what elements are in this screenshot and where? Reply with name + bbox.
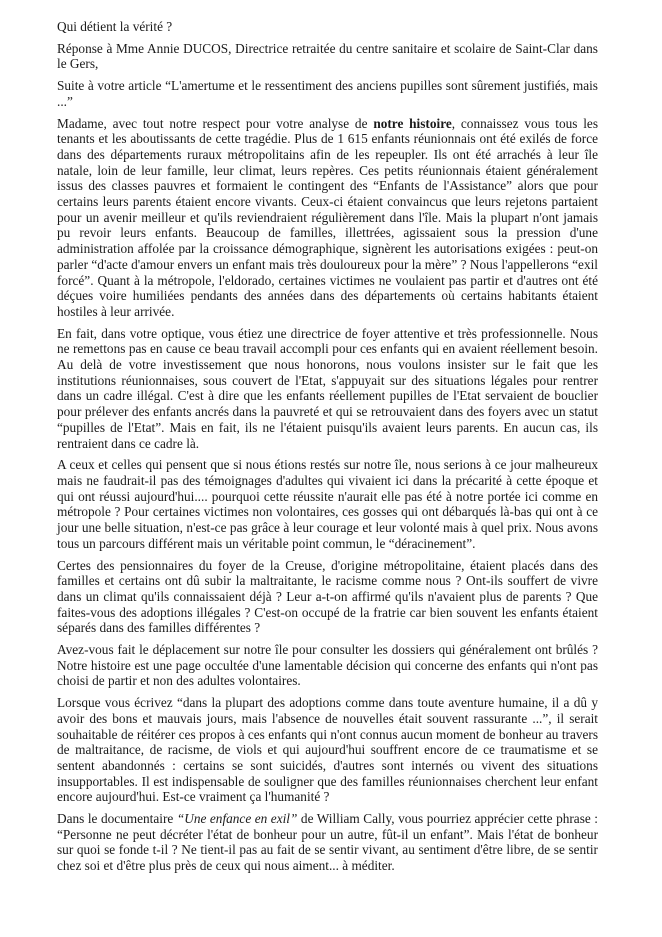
documentary-text-before-italic: Dans le documentaire: [57, 811, 177, 827]
letter-article-reference: Suite à votre article “L'amertume et le ressentiment des anciens pupilles sont sûrement justifiés, mais ...”: [57, 78, 598, 109]
history-text-before-bold: Madame, avec tout notre respect pour votre analyse de: [57, 115, 374, 131]
paragraph-when-you-write: Lorsque vous écrivez “dans la plupart des adoptions comme dans toute aventure humaine, il a dû y avoir des bons et mauvais jours, mais l'absence de nouvelles était souvent rassurante ...”, il serait souhaitable de réitérer ces propos à ces enfants qui n'ont connus aucun moment de bonheur au travers de maltraitance, de racisme, de viols et qui aujourd'hui souffrent encore de ce traumatisme et se sentent abandonnés : certains se sont suicidés, d'autres sont internés ou vivent des situations insupportables. Il est indispensable de souligner que des familles réunionnaises cherchent leur enfant encore aujourd'hui. Est-ce vraiment ça l'humanité ?: [57, 695, 598, 805]
bold-emphasis-notre-histoire: notre histoire: [373, 115, 452, 131]
history-text-after-bold: , connaissez vous tous les tenants et les aboutissants de cette tragédie. Plus de 1 615 enfants réunionnais ont été exilés de force dans des départements ruraux métropolitains afin de les repeupler. Ils ont été arrachés à leur île natale, loin de leur famille, leur climat, leurs repères. Ces petits réunionnais étaient généralement issus des classes pauvres et formaient le contingent des “Enfants de l'Assistance” alors que pour certains leurs parents étaient encore vivants. Ceux-ci étaient convaincus que leurs rejetons partaient pour un avenir meilleur et qu'ils reviendraient régulièrement dans l'île. Mais la plupart n'ont jamais pu revoir leurs enfants. Beaucoup de familles, illettrées, agissaient sous la pression d'une administration affolée par la croissance démographique, signèrent les autorisations exigées : peut-on parler “d'acte d'amour envers un enfant mais très douloureux pour la mère” ? Nous l'appellerons “exil forcé”. Quant à la métropole, l'eldorado, certaines victimes ne voulaient pas partir et d'autres ont été déçues voire humiliées pendants des années dans des départements où certains habitants étaient hostiles à leur arrivée.: [57, 115, 598, 319]
letter-recipient: Réponse à Mme Annie DUCOS, Directrice retraitée du centre sanitaire et scolaire de Saint-Clar dans le Gers,: [57, 40, 598, 72]
paragraph-records: Avez-vous fait le déplacement sur notre île pour consulter les dossiers qui généralement ont brûlés ? Notre histoire est une page occultée d'une lamentable décision qui concerne des enfants qui n'ont pas choisi de partir et non des adultes volontaires.: [57, 642, 598, 689]
letter-title: Qui détient la vérité ?: [57, 19, 173, 34]
paragraph-director: En fait, dans votre optique, vous étiez une directrice de foyer attentive et très professionnelle. Nous ne remettons pas en cause ce beau travail accompli pour ces enfants qui en avaient réellement besoin. Au delà de votre investissement que nous honorons, nous voulons insister sur le fait que les institutions réunionnaises, sous couvert de l'Etat, s'appuyait sur des situations légales pour rentrer dans un cadre illégal. C'est à dire que les enfants réellement pupilles de l'Etat servaient de bouclier pour prélever des enfants ancrés dans la pauvreté et qui se retrouvaient dans des foyers avec un statut “pupilles de l'Etat”. Mais en fait, ils ne l'étaient puisqu'ils avaient leurs parents. En aucun cas, ils rentraient dans ce cadre là.: [57, 325, 598, 451]
paragraph-if-stayed: A ceux et celles qui pensent que si nous étions restés sur notre île, nous serions à ce jour malheureux mais ne faudrait-il pas des témoignages d'adultes qui vivaient ici dans la précarité à cette époque et qui ont réussi aujourd'hui.... pourquoi cette réussite n'aurait elle pas été à notre portée ici comme en métropole ? Pour certaines victimes non volontaires, ces gosses qui ont débarqués là-bas qui ont à ce jour une belle situation, n'est-ce pas grâce à leur courage et leur volonté mais à quel prix. Nous avons tous un parcours différent mais un véritable point commun, le “déracinement”.: [57, 457, 598, 551]
italic-documentary-title: “Une enfance en exil”: [176, 811, 298, 827]
paragraph-creuse: Certes des pensionnaires du foyer de la Creuse, d'origine métropolitaine, étaient placés dans des familles et certains ont dû subir la maltraitante, le racisme comme nous ? Ont-ils souffert de vivre dans un climat qu'ils connaissaient déjà ? Leur a-t-on affirmé qu'ils n'avaient plus de parents ? Que faites-vous des adoptions illégales ? C'est-on occupé de la fratrie car bien souvent les enfants étaient séparés dans des familles différentes ?: [57, 557, 598, 636]
paragraph-history: [57, 116, 598, 320]
paragraph-documentary: [57, 811, 598, 874]
documentary-text-after-italic: de William Cally, vous pourriez apprécier cette phrase : “Personne ne peut décréter l'état de bonheur pour un autre, fût-il un enfant”. Mais l'état de bonheur sur quoi se fonde t-il ? Ne tient-il pas au fait de se sentir vivant, au sentiment d'être libre, de se sentir chez soi et d'être plus près de ceux qui nous aiment... à méditer.: [57, 811, 598, 874]
